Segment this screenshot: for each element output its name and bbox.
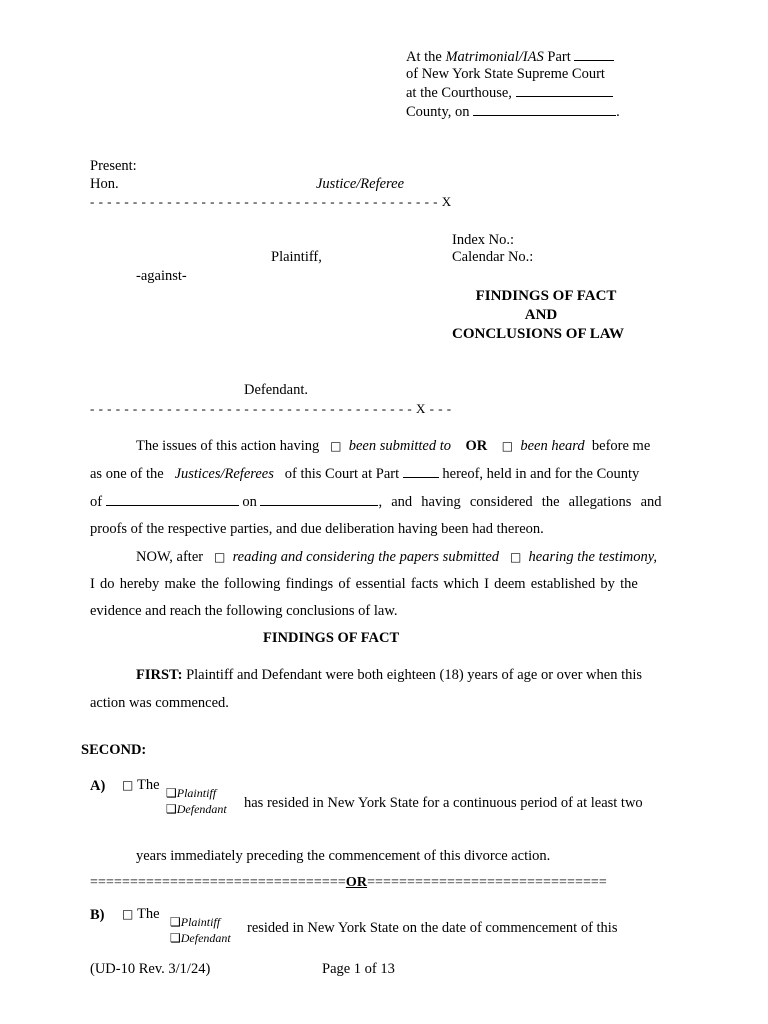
option-b-plaintiff[interactable]: ❑Plaintiff xyxy=(170,915,221,929)
county-date-blank[interactable] xyxy=(473,103,616,116)
testimony-checkbox-icon[interactable]: □ xyxy=(509,550,522,564)
title-line-1: FINDINGS OF FACT xyxy=(475,288,617,304)
form-number: (UD-10 Rev. 3/1/24) xyxy=(90,961,211,977)
part-blank[interactable] xyxy=(574,48,614,61)
p1-line3: of on , and having considered the allegations and xyxy=(90,494,662,510)
option-a-label: A) xyxy=(90,778,106,794)
p2-line3: evidence and reach the following conclusions of law. xyxy=(90,603,398,619)
county-blank[interactable] xyxy=(106,493,239,506)
defendant-checkbox-icon[interactable]: ❑ xyxy=(170,931,181,945)
option-b-the: □ The xyxy=(122,906,160,922)
option-b-defendant[interactable]: ❑Defendant xyxy=(170,931,231,945)
index-no-label: Index No.: xyxy=(452,232,515,248)
date-blank[interactable] xyxy=(260,493,378,506)
against-label: -against- xyxy=(136,268,187,284)
option-a-text: has resided in New York State for a continuous period of at least two xyxy=(244,795,643,811)
plaintiff-checkbox-icon[interactable]: ❑ xyxy=(170,915,181,929)
option-b-text: resided in New York State on the date of commencement of this xyxy=(247,920,618,936)
submitted-checkbox-icon[interactable]: □ xyxy=(330,439,342,453)
courthouse-blank[interactable] xyxy=(516,84,613,97)
caption-top-divider: - - - - - - - - - - - - - - - - - - - - - - - - - - - - - - - - - - - - - - - - - X xyxy=(90,194,452,209)
hon-label: Hon. xyxy=(90,176,119,192)
court-name-line: of New York State Supreme Court xyxy=(406,66,605,82)
page-number: Page 1 of 13 xyxy=(322,961,395,977)
title-line-3: CONCLUSIONS OF LAW xyxy=(452,326,624,342)
plaintiff-checkbox-icon[interactable]: ❑ xyxy=(166,786,177,800)
title-line-2: AND xyxy=(524,307,558,323)
p1-line4: proofs of the respective parties, and due deliberation having been had thereon. xyxy=(90,521,544,537)
county-date-line: County, on . xyxy=(406,104,620,120)
courthouse-line: at the Courthouse, xyxy=(406,84,613,102)
caption-bottom-divider: - - - - - - - - - - - - - - - - - - - - - - - - - - - - - - - - - - - - - - X - - - xyxy=(90,401,452,416)
findings-heading: FINDINGS OF FACT xyxy=(263,630,400,646)
option-a-plaintiff[interactable]: ❑Plaintiff xyxy=(166,786,217,800)
papers-checkbox-icon[interactable]: □ xyxy=(213,550,226,564)
option-a-checkbox-icon[interactable]: □ xyxy=(122,778,134,792)
p1-line1: The issues of this action having □ been submitted to OR □ been heard before me xyxy=(136,438,651,454)
heard-checkbox-icon[interactable]: □ xyxy=(501,439,514,453)
defendant-checkbox-icon[interactable]: ❑ xyxy=(166,802,177,816)
present-label: Present: xyxy=(90,158,137,174)
justice-referee-label: Justice/Referee xyxy=(316,176,405,192)
first-finding-line2: action was commenced. xyxy=(90,695,229,711)
plaintiff-label: Plaintiff, xyxy=(271,249,322,265)
first-finding-line1: FIRST: Plaintiff and Defendant were both eighteen (18) years of age or over when this xyxy=(136,667,643,683)
or-divider: ================================OR============================== xyxy=(90,875,607,890)
option-b-label: B) xyxy=(90,907,105,923)
defendant-label: Defendant. xyxy=(244,382,309,398)
option-b-checkbox-icon[interactable]: □ xyxy=(122,907,134,921)
option-a-the: □ The xyxy=(122,777,160,793)
p1-line2: as one of the Justices/Referees of this Court at Part hereof, held in and for the County xyxy=(90,466,640,482)
p2-line1: NOW, after □ reading and considering the papers submitted □ hearing the testimony, xyxy=(136,549,657,565)
option-a-defendant[interactable]: ❑Defendant xyxy=(166,802,227,816)
part-number-blank[interactable] xyxy=(403,465,439,478)
p2-line2: I do hereby make the following findings of essential facts which I deem established by the xyxy=(90,576,638,592)
option-a-line2: years immediately preceding the commencement of this divorce action. xyxy=(136,848,551,864)
second-label: SECOND: xyxy=(81,742,147,758)
calendar-no-label: Calendar No.: xyxy=(452,249,534,265)
court-part-line: At the Matrimonial/IAS Part xyxy=(406,48,614,66)
